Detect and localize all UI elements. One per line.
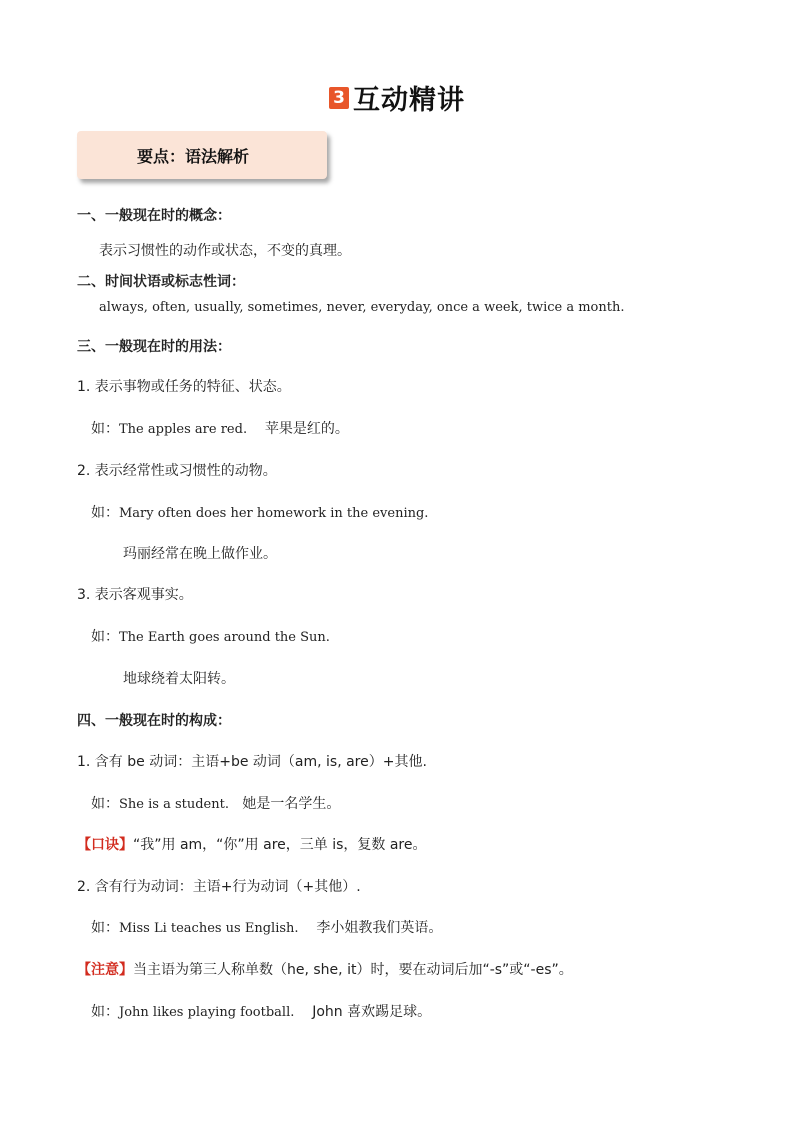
section-label-box <box>77 131 327 179</box>
time-markers-text: always, often, usually, sometimes, never, everyday, once a week, twice a month. <box>99 300 625 315</box>
example-english: She is a student. <box>119 797 229 812</box>
concept-text: 表示习惯性的动作或状态，不变的真理。 <box>99 243 351 259</box>
usage-3-example-translation: 地球绕着太阳转。 <box>123 671 235 687</box>
example-english: John likes playing football. <box>119 1005 295 1020</box>
example-chinese: John 喜欢踢足球。 <box>312 1004 432 1020</box>
structure-2: 2. 含有行为动词：主语+行为动词（+其他）. <box>77 879 361 895</box>
page-title-text: 互动精讲 <box>353 85 465 116</box>
usage-3-example <box>91 626 330 646</box>
page-title <box>0 78 794 117</box>
structure-1-example <box>91 793 340 813</box>
tip-tag: 【注意】 <box>77 962 133 978</box>
heading-concept: 一、一般现在时的概念： <box>77 208 231 224</box>
example-prefix: 如： <box>91 629 119 645</box>
example-english: The Earth goes around the Sun. <box>119 630 330 645</box>
usage-1-example <box>91 418 349 438</box>
usage-2-example <box>91 502 428 522</box>
example-prefix: 如： <box>91 1004 119 1020</box>
example-prefix: 如： <box>91 505 119 521</box>
structure-2-example <box>91 917 442 937</box>
tip-tag: 【口诀】 <box>77 837 133 853</box>
usage-1: 1. 表示事物或任务的特征、状态。 <box>77 379 291 395</box>
example-prefix: 如： <box>91 920 119 936</box>
usage-2-example-translation: 玛丽经常在晚上做作业。 <box>123 546 277 562</box>
tip-text: “我”用 am，“你”用 are，三单 is，复数 are。 <box>133 837 427 853</box>
structure-2-example-2 <box>91 1001 431 1021</box>
example-english: The apples are red. <box>119 422 248 437</box>
heading-structure: 四、一般现在时的构成： <box>77 713 231 729</box>
structure-1: 1. 含有 be 动词：主语+be 动词（am, is, are）+其他. <box>77 754 427 770</box>
example-chinese: 李小姐教我们英语。 <box>316 920 443 936</box>
example-chinese: 苹果是红的。 <box>264 421 349 437</box>
tip-text: 当主语为第三人称单数（he, she, it）时，要在动词后加“-s”或“-es”。 <box>133 962 573 978</box>
tip-mnemonic <box>77 834 427 854</box>
tip-note <box>77 959 573 979</box>
heading-usage: 三、一般现在时的用法： <box>77 339 231 355</box>
heading-time-markers: 二、时间状语或标志性词： <box>77 274 245 290</box>
example-prefix: 如： <box>91 796 119 812</box>
example-chinese: 她是一名学生。 <box>242 796 341 812</box>
usage-2: 2. 表示经常性或习惯性的动物。 <box>77 463 277 479</box>
usage-3: 3. 表示客观事实。 <box>77 587 193 603</box>
example-prefix: 如： <box>91 421 119 437</box>
section-number-badge: 3 <box>329 87 349 109</box>
example-english: Miss Li teaches us English. <box>119 921 299 936</box>
section-label: 要点：语法解析 <box>137 146 250 166</box>
example-english: Mary often does her homework in the evening. <box>119 506 429 521</box>
